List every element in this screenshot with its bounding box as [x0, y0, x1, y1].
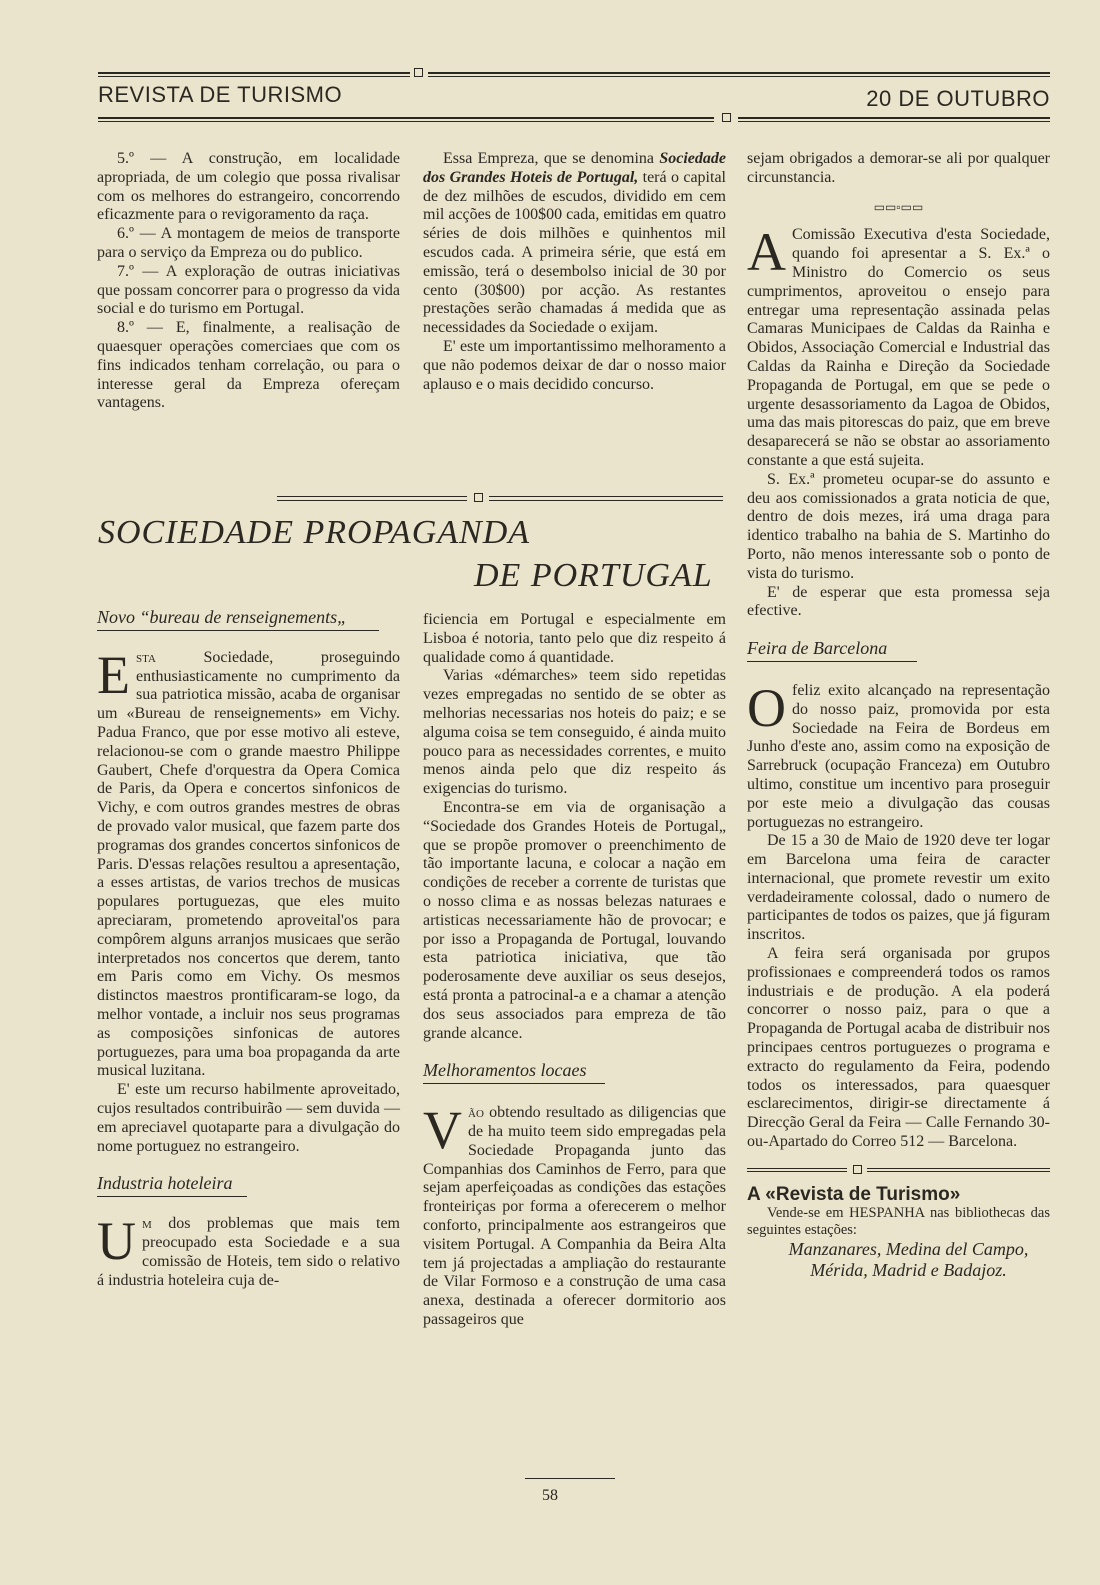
subheading-feira: Feira de Barcelona: [747, 638, 888, 659]
drop-cap: O: [747, 677, 786, 738]
subheading-hoteleira: Industria hoteleira: [97, 1173, 233, 1194]
ornament-divider: ▭▭▫▭▭: [873, 199, 924, 214]
subheading-rule: [747, 661, 917, 662]
text-run: Essa Empreza, que se denomina: [443, 150, 660, 167]
revista-cities-line-2: Mérida, Madrid e Badajoz.: [810, 1259, 1007, 1280]
paragraph: De 15 a 30 de Maio de 1920 deve ter logar em Barcelona uma feira de caracter internacional, que promete revestir um exito verdadeiramente colossal, dado o numero de participantes de todos os paizes, que já figuram inscritos.: [747, 832, 1051, 944]
header-rule-bottom-right: [738, 117, 1050, 119]
header-rule-top-right: [428, 72, 1050, 74]
revista-heading: A «Revista de Turismo»: [747, 1183, 961, 1205]
section-separator: [747, 1162, 1050, 1176]
paragraph: A feira será organisada por grupos profissionaes e compreenderá todos os ramos industriais e de produção. A ela poderá concorrer o nosso paiz, para o que a Propaganda de Portugal acaba de distribuir nos principaes centros portuguezes o programa e extracto do regulamento da Feira, podendo todos os interessados, para quaesquer esclarecimentos, dirigir-se directamente á Direcção Geral da Feira — Calle Fernando 30-ou-Apartado do Correo 512 — Barcelona.: [747, 945, 1050, 1151]
list-item: 5.º — A construção, em localidade apropriada, de um colegio que possa rivalisar com os melhores do estrangeiro, concorrendo eficazmente para o revigoramento da raça.: [97, 150, 400, 224]
header-rule-bottom-left-thin: [98, 121, 714, 122]
paragraph: [97, 644, 400, 1081]
paragraph: [97, 1211, 400, 1290]
column-2-bottom: [423, 611, 726, 1330]
column-2-top: [423, 150, 726, 394]
paragraph: [747, 222, 1050, 470]
drop-cap: V: [423, 1100, 462, 1161]
header-ornament-box: [414, 68, 423, 77]
text-run: dos problemas que mais tem preocupado esta Sociedade e a sua comissão de Hoteis, tem sido o relativo á industria hoteleira cuja de-: [97, 1215, 400, 1289]
subheading-rule: [423, 1083, 605, 1084]
header-magazine-title: REVISTA DE TURISMO: [98, 82, 343, 107]
article-title-line-2: DE PORTUGAL: [474, 557, 713, 594]
paragraph: sejam obrigados a demorar-se ali por qualquer circunstancia.: [747, 150, 1050, 186]
paragraph: [747, 677, 1050, 832]
text-run: Sociedade, proseguindo enthusiasticamente no cumprimento da sua patriotica missão, acaba de organisar um «Bureau de renseignements» em Vichy. Padua Franco, que por esse motivo ali esteve, relacionou-se com o grande maestro Philippe Gaubert, Chefe d'orquestra da Opera Comica de Paris, da Opera e concertos sinfonicos de Vichy, e com outros grandes mestres de obras de provado valor musical, que fazem parte dos programas dos grandes concertos sinfonicos de Paris. D'essas relações resultou a apresentação, a esses artistas, de varios trechos de musicas populares portuguezas, que eles muito apreciaram, prometendo aproveital'os para compôrem alguns arranjos musicaes que serão interpretados nos concertos que derem, tanto em Paris como em Vichy. Os mesmos distinctos maestros prontificaram-se logo, da melhor vontade, a incluir nos seus programas as composições sinfonicas de autores portuguezes, para uma boa propaganda da arte musical luzitana.: [97, 648, 400, 1080]
paragraph: E' este um recurso habilmente aproveitado, cujos resultados contribuirão — sem duvida — em apreciavel quotaparte para a divulgação do nome portuguez no estrangeiro.: [97, 1081, 400, 1155]
text-run: feliz exito alcançado na representação do nosso paiz, promovida por esta Sociedade na Feira de Bordeus em Junho d'este ano, assim como na exposição de Sarrebruck (ocupação Franceza) em Outubro ultimo, constitue um incentivo para proseguir por este meio a divulgação das cousas portuguezas no estrangeiro.: [747, 681, 1050, 831]
list-item: 6.º — A montagem de meios de transporte para o serviço da Empreza ou do publico.: [97, 225, 400, 261]
paragraph: S. Ex.ª prometeu ocupar-se do assunto e deu aos comissionados a grata noticia de que, dentro de dois mezes, irá uma draga para identico trabalho na bahia de S. Martinho do Porto, não menos interessante sob o ponto de vista do turismo.: [747, 470, 1050, 582]
paragraph: [423, 150, 726, 338]
list-item: 8.º — E, finalmente, a realisação de quaesquer operações comerciaes que com os fins indicados tenham correlação, ou para o interesse geral da Empreza ofereçam vantagens.: [97, 319, 400, 412]
lead-caps: sta: [136, 648, 156, 666]
text-run: obtendo resultado as diligencias que de ha muito teem sido empregadas pela Sociedade Propaganda junto das Companhias dos Caminhos de Ferro, para que sejam aperfeiçoadas as condições das estações fronteiriças por forma a oferecerem o melhor conforto, principalmente aos estrangeiros que visitem Portugal. A Companhia da Beira Alta tem já projectadas a ampliação do restaurante de Vilar Formoso e a construção de uma casa anexa, destinada a oferecer dormitorio aos passageiros que: [423, 1104, 726, 1328]
paragraph: E' de esperar que esta promessa seja efective.: [747, 583, 1050, 620]
article-title-line-1: SOCIEDADE PROPAGANDA: [98, 514, 531, 551]
company-name: Sociedade dos Grandes Hoteis de Portugal,: [423, 150, 726, 186]
paragraph: Encontra-se em via de organisação a “Sociedade dos Grandes Hoteis de Portugal„ que se propõe promover o preenchimento de tão importante lacuna, e colocar a nação em condições de receber a corrente de turistas que o nosso clima e as nossas belezas naturaes e artisticas necessariamente hão de provocar; e por isso a Propaganda de Portugal, louvando esta patriotica iniciativa, que tão poderosamente deve auxiliar os seus desejos, está pronta a patrocinal-a e a chamar a atenção dos seus associados para empreza de tão grande alcance.: [423, 798, 726, 1042]
drop-cap: U: [97, 1211, 136, 1272]
header-ornament-box-2: [722, 113, 731, 122]
column-1-bottom: [97, 608, 400, 1290]
subheading-rule: [97, 1196, 247, 1197]
drop-cap: E: [97, 644, 130, 705]
header-rule-top-left: [98, 72, 410, 74]
page-number: 58: [542, 1487, 558, 1504]
header-rule-top-left-thin: [98, 76, 410, 77]
lead-caps: m: [142, 1215, 152, 1233]
revista-note: Vende-se em HESPANHA nas bibliothecas das seguintes estações:: [747, 1204, 1050, 1238]
paragraph: E' este um importantissimo melhoramento a que não podemos deixar de dar o nosso maior aplauso e o mais decidido concurso.: [423, 337, 726, 393]
list-item: 7.º — A exploração de outras iniciativas que possam concorrer para o progresso da vida social e do turismo em Portugal.: [97, 262, 400, 318]
header-rule-bottom-right-thin: [738, 121, 1050, 122]
paragraph: [423, 1100, 726, 1330]
page-number-rule: [525, 1478, 615, 1479]
header-rule-top-right-thin: [428, 76, 1050, 77]
header-rule-bottom-left: [98, 117, 714, 119]
revista-cities-line-1: Manzanares, Medina del Campo,: [788, 1238, 1029, 1259]
text-run: terá o capital de dez milhões de escudos, dividido em cem mil acções de 100$00 cada, emitidas em quatro séries de dois milhões e quinhentos mil escudos cada. A primeira série, que está em emissão, terá o desembolso inicial de 30 por cento (30$00) por acção. As restantes prestações serão chamadas á medida que as necessidades da Sociedade o exijam.: [423, 168, 727, 337]
paragraph: Varias «démarches» teem sido repetidas vezes empregadas no sentido de se obter as melhorias necessarias nos hoteis do paiz; e se alguma coisa se tem conseguido, é ainda muito pouco para as necessidades correntes, e muito menos ainda pelo que diz respeito ás exigencias do turismo.: [423, 667, 726, 798]
lead-caps: ão: [468, 1104, 484, 1122]
header-date: 20 DE OUTUBRO: [866, 86, 1050, 111]
paragraph: ficiencia em Portugal e especialmente em Lisboa é notoria, tanto pelo que diz respeito á qualidade como á quantidade.: [423, 611, 726, 666]
column-3: [747, 150, 1050, 1281]
drop-cap: A: [747, 222, 786, 283]
subheading-melhoramentos: Melhoramentos locaes: [423, 1060, 587, 1081]
subheading-bureau: Novo “bureau de renseignements„: [97, 607, 348, 627]
subheading-rule: [97, 630, 379, 631]
column-1-top: [97, 150, 400, 413]
text-run: Comissão Executiva d'esta Sociedade, quando foi apresentar a S. Ex.ª o Ministro do Comercio os seus cumprimentos, aproveitou o ensejo para entregar uma representação assinada pelas Camaras Municipaes de Caldas da Rainha e Obidos, Associação Comercial e Industrial das Caldas da Rainha e Direção da Sociedade Propaganda de Portugal, em que se pede o urgente desassoriamento da Lagoa de Obidos, uma das mais pitorescas do paiz, que em breve desaparecerá se não se obstar ao assoriamento constante a que está sujeita.: [747, 226, 1050, 469]
